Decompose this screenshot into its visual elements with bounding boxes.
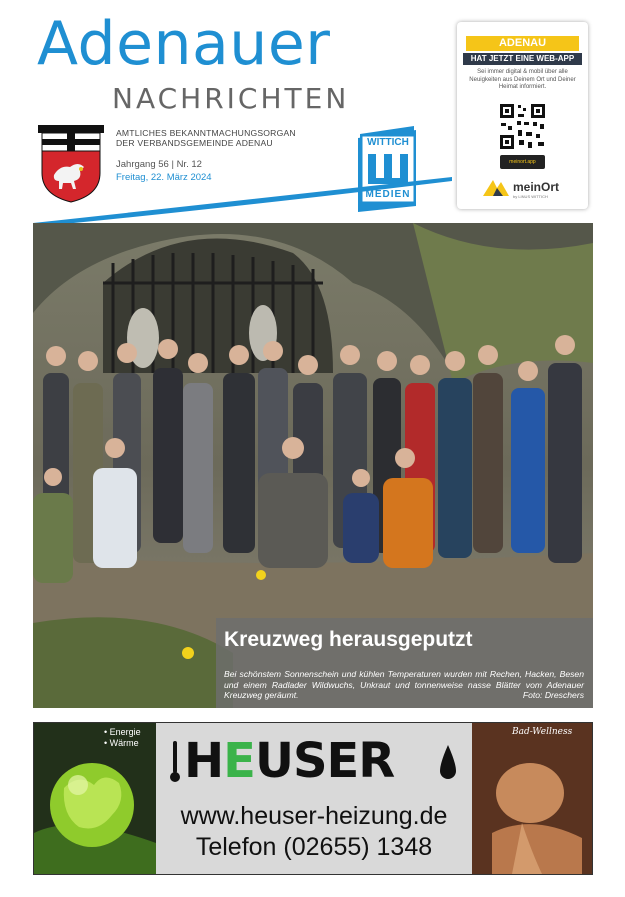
photo-credit: Foto: Dreschers <box>522 690 584 700</box>
wittich-bottom-label: MEDIEN <box>365 189 411 200</box>
heuser-logo: HEUSER <box>184 733 395 789</box>
webapp-phone-label: meinort.app <box>500 155 545 169</box>
qr-code-icon[interactable] <box>498 102 547 151</box>
masthead-subtitle: NACHRICHTEN <box>112 82 350 115</box>
cover-caption-box <box>216 618 593 708</box>
thermometer-icon <box>170 741 180 783</box>
masthead-title: Adenauer <box>37 9 331 79</box>
webapp-text: Sei immer digital & mobil über alle Neuigkeiten aus Deinem Ort und Deiner Heimat informiert. <box>469 69 576 90</box>
webapp-town: ADENAU <box>466 36 579 51</box>
heuser-advertisement[interactable] <box>33 722 593 875</box>
ad-wellness-panel <box>472 723 593 874</box>
ad-bullets: • Energie • Wärme <box>104 727 141 748</box>
wittich-top-label: WITTICH <box>367 137 409 148</box>
ad-center-panel <box>156 723 472 874</box>
cover-caption: Bei schönstem Sonnenschein und kühlen Temperaturen wurden mit Rechen, Hacken, Besen und einem Radlader Wildwuchs, Unkraut und tonnenweise nasse Blätter vom Adenauer Kreuzweg geräumt. <box>224 669 584 700</box>
ad-globe-panel <box>34 723 156 874</box>
water-drop-icon <box>440 745 456 781</box>
webapp-headline: HAT JETZT EINE WEB-APP <box>463 53 582 65</box>
webapp-brand: meinOrt <box>513 180 560 194</box>
organ-label: AMTLICHES BEKANNTMACHUNGSORGAN DER VERBANDSGEMEINDE ADENAU <box>116 128 296 148</box>
issue-number: Jahrgang 56 | Nr. 12 <box>116 159 202 170</box>
wellness-photo <box>472 723 593 874</box>
ad-wellness-label: Bad-Wellness <box>512 727 573 737</box>
cover-headline: Kreuzweg herausgeputzt <box>224 628 473 651</box>
ad-website[interactable]: www.heuser-heizung.de <box>180 802 448 830</box>
issue-date: Freitag, 22. März 2024 <box>116 172 212 183</box>
ad-phone: Telefon (02655) 1348 <box>195 833 433 861</box>
webapp-brand-sub: by LINUS WITTICH <box>513 194 548 199</box>
